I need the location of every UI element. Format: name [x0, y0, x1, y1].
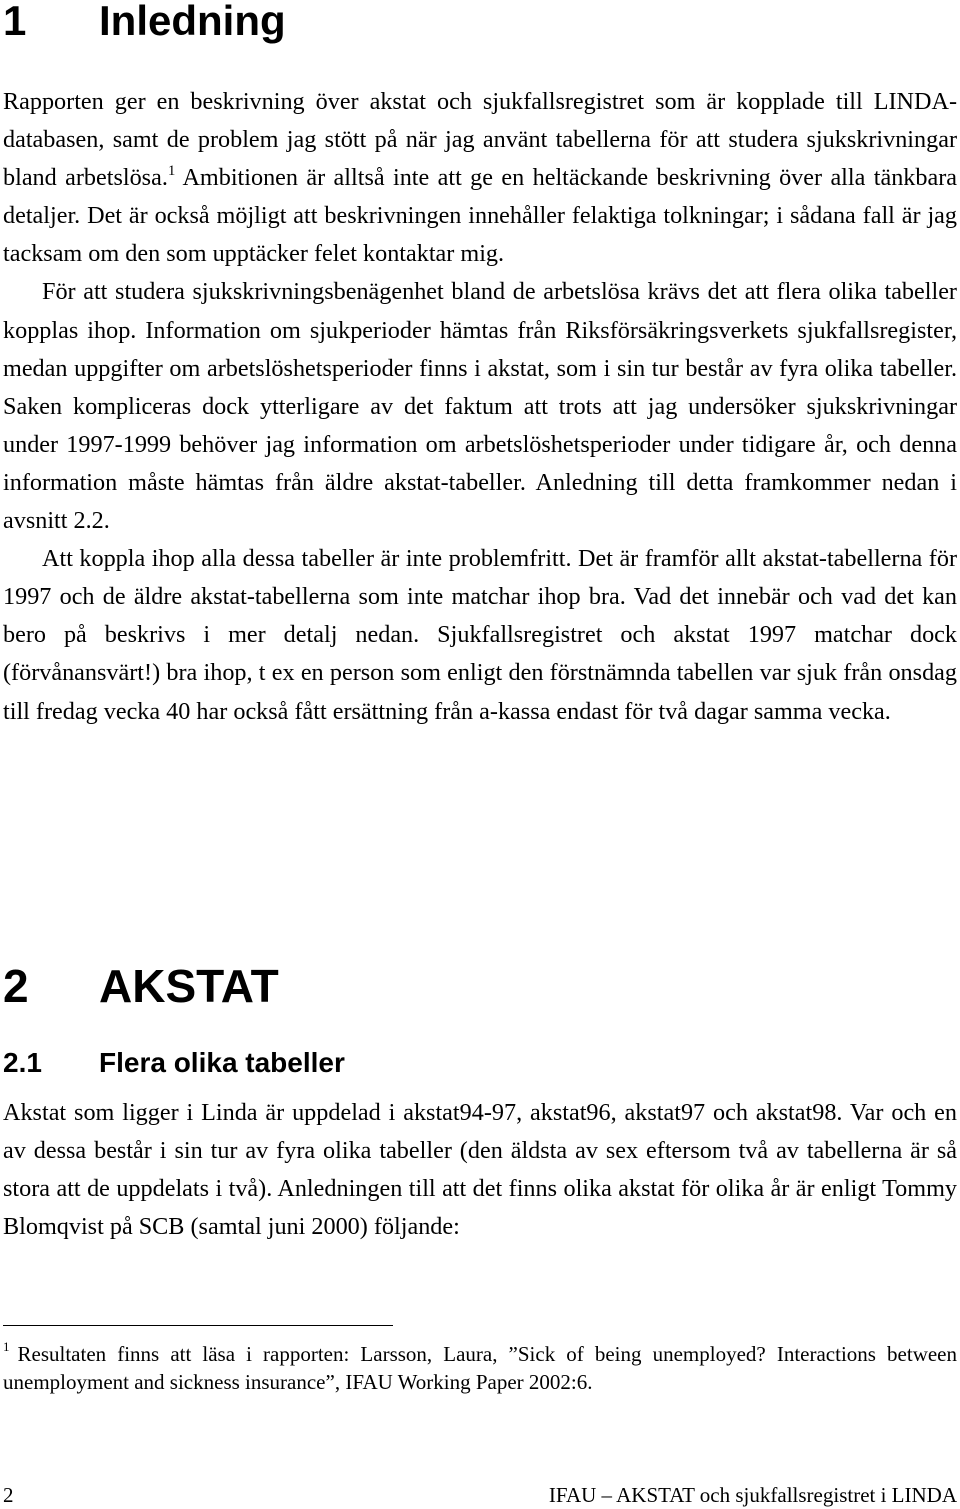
section-heading-2-1 [3, 1048, 345, 1078]
chapter-title: Inledning [99, 0, 286, 44]
footnote-number: 1 [3, 1339, 10, 1354]
section-number: 2.1 [3, 1047, 42, 1078]
chapter-title: AKSTAT [99, 960, 279, 1012]
footnote-ref: 1 [167, 163, 176, 180]
footnote-text: Resultaten finns att läsa i rapporten: Larsson, Laura, ”Sick of being unemployed? Interactions between unemployment and sickness insurance”, IFAU Working Paper 2002:6. [3, 1342, 957, 1394]
paragraph: För att studera sjukskrivningsbenägenhet bland de arbetslösa krävs det att flera olika tabeller kopplas ihop. Information om sjukperioder hämtas från Riksförsäkringsverkets sjukfallsregister, medan uppgifter om arbetslöshetsperioder finns i akstat, som i sin tur består av fyra olika tabeller. Saken kompliceras dock ytterligare av det faktum att trots att jag undersöker sjukskrivningar under 1997-1999 behöver jag information om arbetslöshetsperioder under tidigare år, och denna information måste hämtas från äldre akstat-tabeller. Anledning till detta framkommer nedan i avsnitt 2.2. [3, 278, 957, 535]
footnote-divider [3, 1325, 393, 1326]
page-number: 2 [3, 1483, 14, 1507]
chapter-heading-1 [3, 0, 286, 42]
chapter-number: 2 [3, 960, 29, 1012]
section-title: Flera olika tabeller [99, 1047, 345, 1078]
section-1-body [3, 83, 957, 731]
running-title: IFAU – AKSTAT och sjukfallsregistret i LINDA [548, 1483, 957, 1507]
section-2-1-body [3, 1094, 957, 1246]
chapter-number: 1 [3, 0, 27, 44]
paragraph: Att koppla ihop alla dessa tabeller är inte problemfritt. Det är framför allt akstat-tabellerna för 1997 och de äldre akstat-tabellerna som inte matchar ihop bra. Vad det innebär och vad det kan bero på beskrivs i mer detalj nedan. Sjukfallsregistret och akstat 1997 matchar dock (förvånansvärt!) bra ihop, t ex en person som enligt den förstnämnda tabellen var sjuk från onsdag till fredag vecka 40 har också fått ersättning från a-kassa endast för två dagar samma vecka. [3, 545, 957, 725]
paragraph-text: Ambitionen är alltså inte att ge en heltäckande beskrivning över alla tänkbara detaljer. Det är också möjligt att beskrivningen innehåller felaktiga tolkningar; i sådana fall är jag tacksam om den som upptäcker felet kontaktar mig. [3, 164, 957, 268]
paragraph [3, 83, 957, 273]
footnote [3, 1340, 957, 1396]
paragraph-text: Rapporten ger en beskrivning över akstat och sjukfallsregistret som är kopplade till LINDA-databasen, samt de problem jag stött på när jag använt tabellerna för att studera sjukskrivningar bland arbetslösa. [3, 88, 957, 192]
chapter-heading-2 [3, 960, 279, 1012]
paragraph: Akstat som ligger i Linda är uppdelad i akstat94-97, akstat96, akstat97 och akstat98. Var och en av dessa består i sin tur av fyra olika tabeller (den äldsta av sex eftersom två av tabellerna är så stora att de uppdelats i två). Anledningen till att det finns olika akstat för olika år är enligt Tommy Blomqvist på SCB (samtal juni 2000) följande: [3, 1099, 957, 1241]
page-footer [3, 1483, 957, 1507]
